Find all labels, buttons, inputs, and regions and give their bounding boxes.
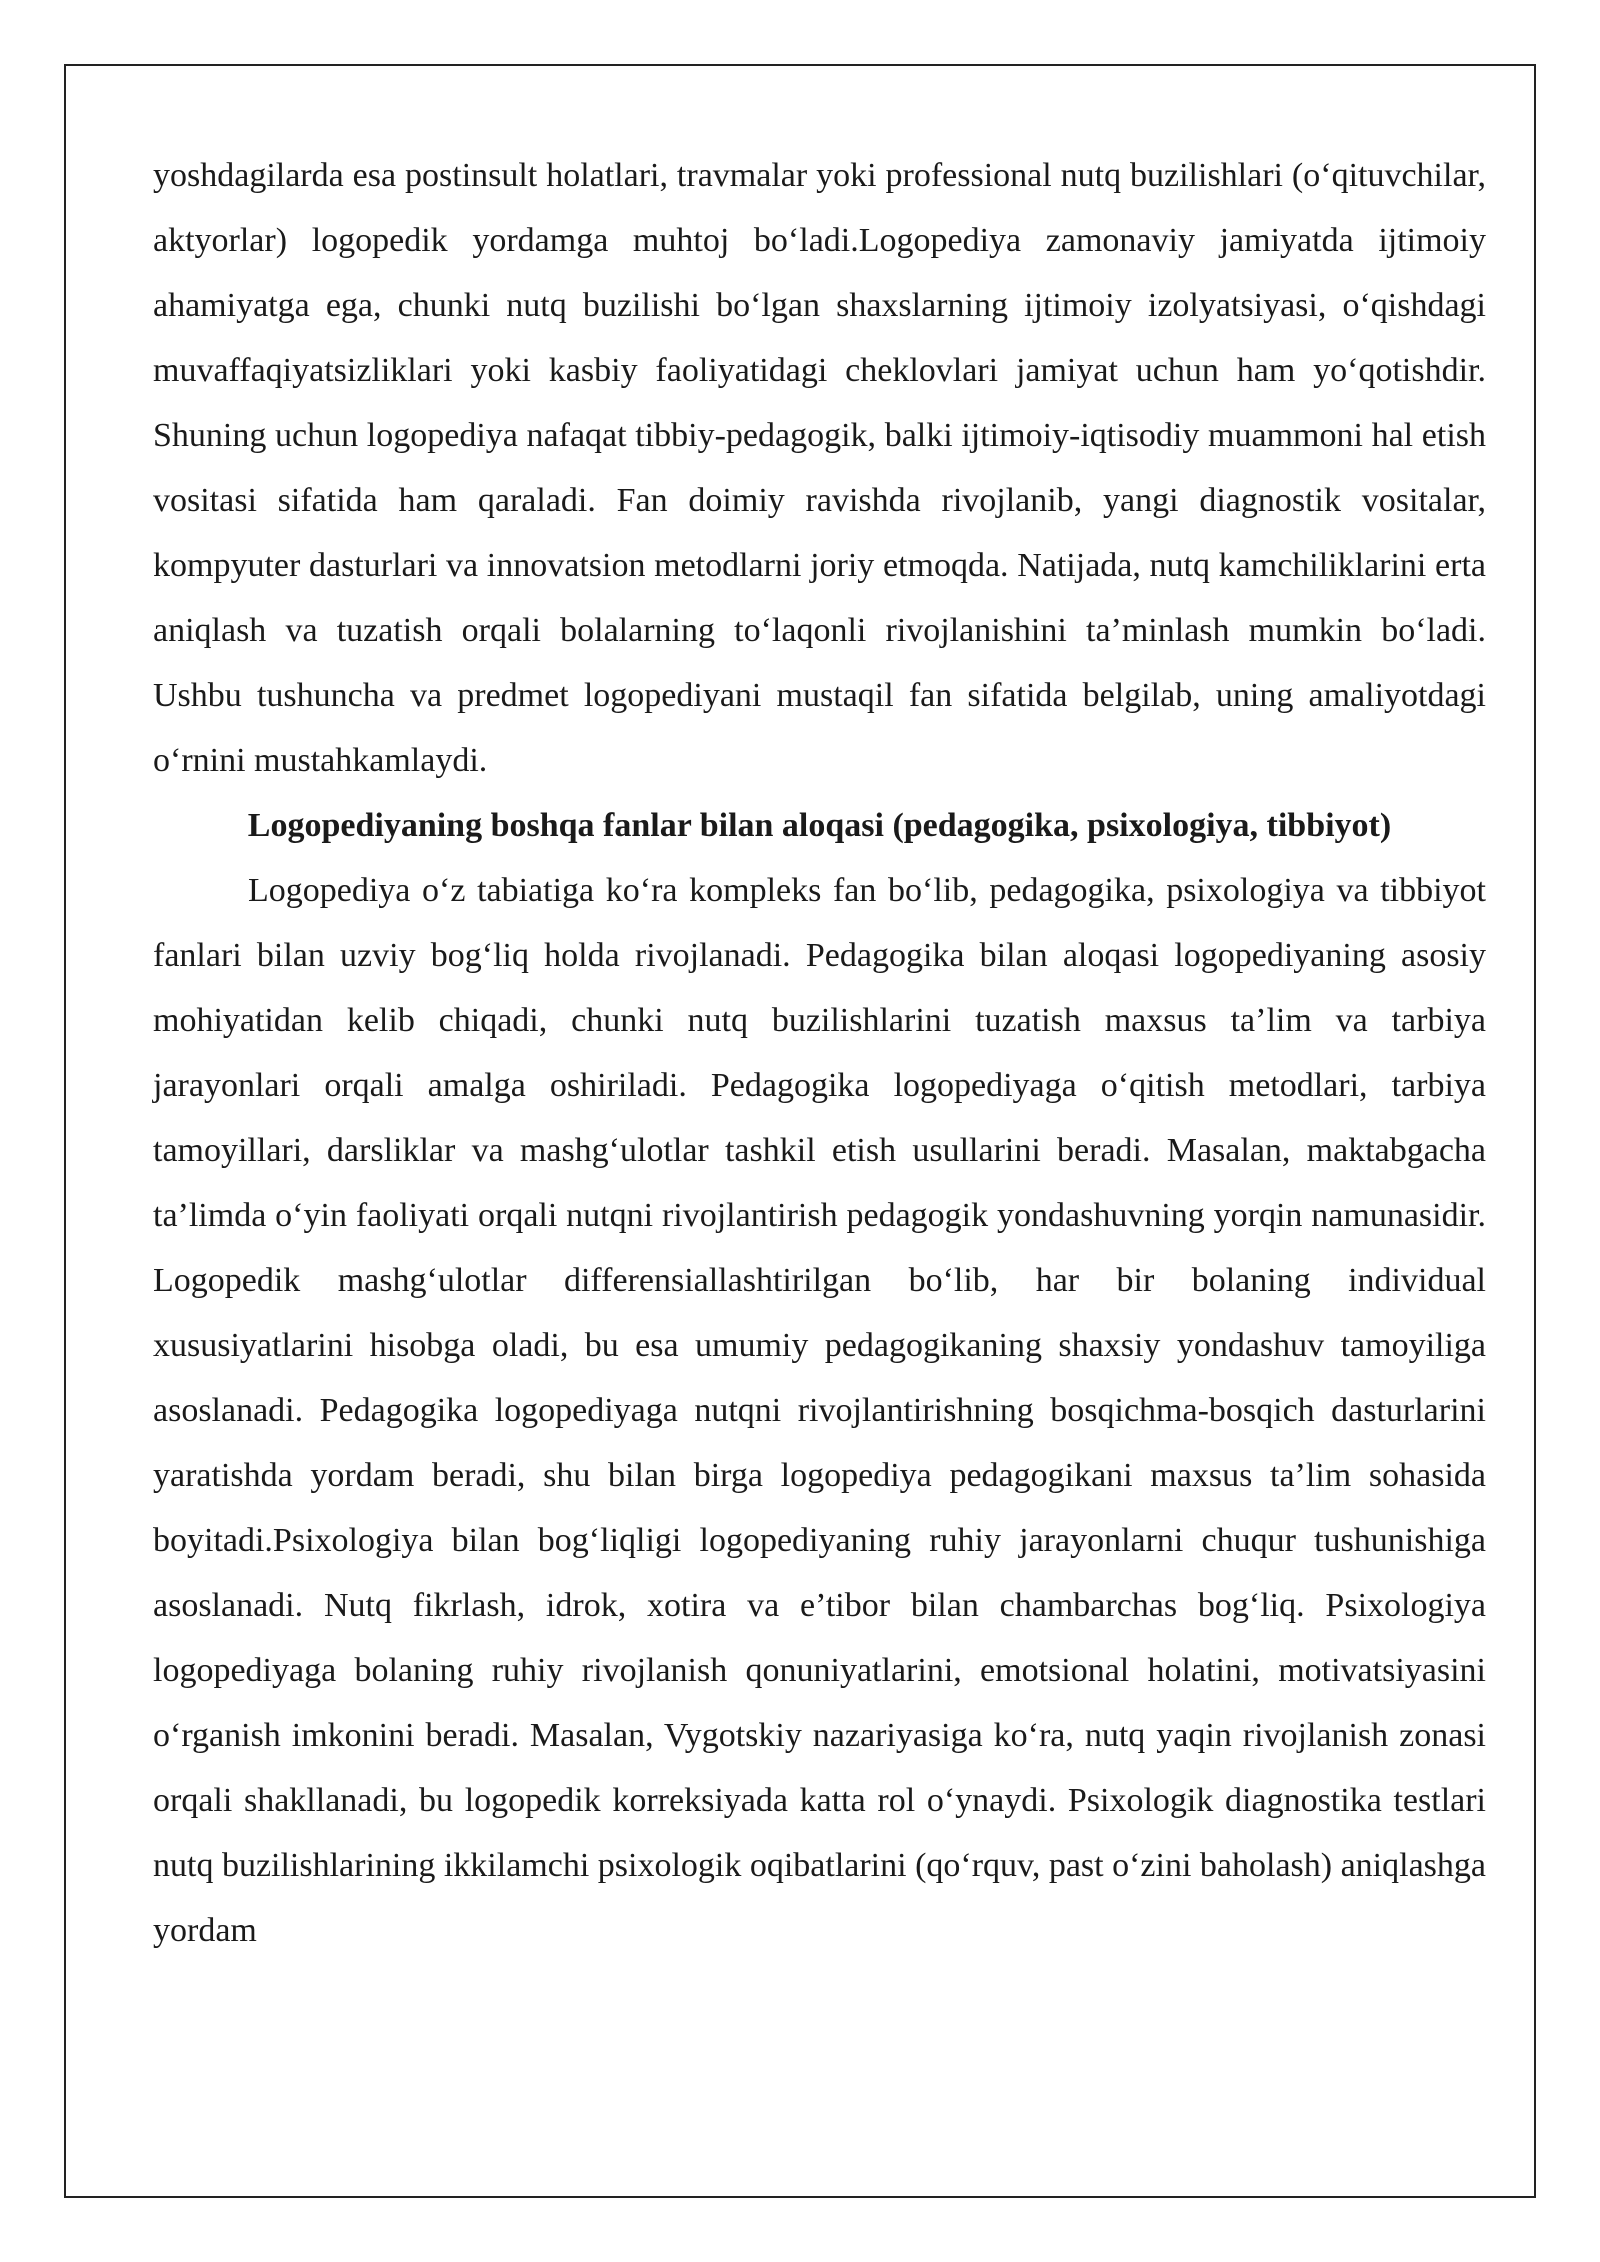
paragraph-continuation: yoshdagilarda esa postinsult holatlari, travmalar yoki professional nutq buzilishlari (o‘qituvchilar, aktyorlar) logopedik yordamga muhtoj bo‘ladi.Logopediya zamonaviy jamiyatda ijtimoiy ahamiyatga ega, chunki nutq buzilishi bo‘lgan shaxslarning ijtimoiy izolyatsiyasi, o‘qishdagi muvaffaqiyatsizliklari yoki kasbiy faoliyatidagi cheklovlari jamiyat uchun ham yo‘qotishdir. Shuning uchun logopediya nafaqat tibbiy-pedagogik, balki ijtimoiy-iqtisodiy muammoni hal etish vositasi sifatida ham qaraladi. Fan doimiy ravishda rivojlanib, yangi diagnostik vositalar, kompyuter dasturlari va innovatsion metodlarni joriy etmoqda. Natijada, nutq kamchiliklarini erta aniqlash va tuzatish orqali bolalarning to‘laqonli rivojlanishini ta’minlash mumkin bo‘ladi. Ushbu tushuncha va predmet logopediyani mustaqil fan sifatida belgilab, uning amaliyotdagi o‘rnini mustahkamlaydi. xyxy=(153,157,1486,779)
document-body xyxy=(153,143,1486,1963)
paragraph-body: Logopediya o‘z tabiatiga ko‘ra kompleks fan bo‘lib, pedagogika, psixologiya va tibbiyot fanlari bilan uzviy bog‘liq holda rivojlanadi. Pedagogika bilan aloqasi logopediyaning asosiy mohiyatidan kelib chiqadi, chunki nutq buzilishlarini tuzatish maxsus ta’lim va tarbiya jarayonlari orqali amalga oshiriladi. Pedagogika logopediyaga o‘qitish metodlari, tarbiya tamoyillari, darsliklar va mashg‘ulotlar tashkil etish usullarini beradi. Masalan, maktabgacha ta’limda o‘yin faoliyati orqali nutqni rivojlantirish pedagogik yondashuvning yorqin namunasidir. Logopedik mashg‘ulotlar differensiallashtirilgan bo‘lib, har bir bolaning individual xususiyatlarini hisobga oladi, bu esa umumiy pedagogikaning shaxsiy yondashuv tamoyiliga asoslanadi. Pedagogika logopediyaga nutqni rivojlantirishning bosqichma-bosqich dasturlarini yaratishda yordam beradi, shu bilan birga logopediya pedagogikani maxsus ta’lim sohasida boyitadi.Psixologiya bilan bog‘liqligi logopediyaning ruhiy jarayonlarni chuqur tushunishiga asoslanadi. Nutq fikrlash, idrok, xotira va e’tibor bilan chambarchas bog‘liq. Psixologiya logopediyaga bolaning ruhiy rivojlanish qonuniyatlarini, emotsional holatini, motivatsiyasini o‘rganish imkonini beradi. Masalan, Vygotskiy nazariyasiga ko‘ra, nutq yaqin rivojlanish zonasi orqali shakllanadi, bu logopedik korreksiyada katta rol o‘ynaydi. Psixologik diagnostika testlari nutq buzilishlarining ikkilamchi psixologik oqibatlarini (qo‘rquv, past o‘zini baholash) aniqlashga yordam xyxy=(153,872,1486,1949)
section-heading: Logopediyaning boshqa fanlar bilan aloqasi (pedagogika, psixologiya, tibbiyot) xyxy=(247,807,1392,844)
